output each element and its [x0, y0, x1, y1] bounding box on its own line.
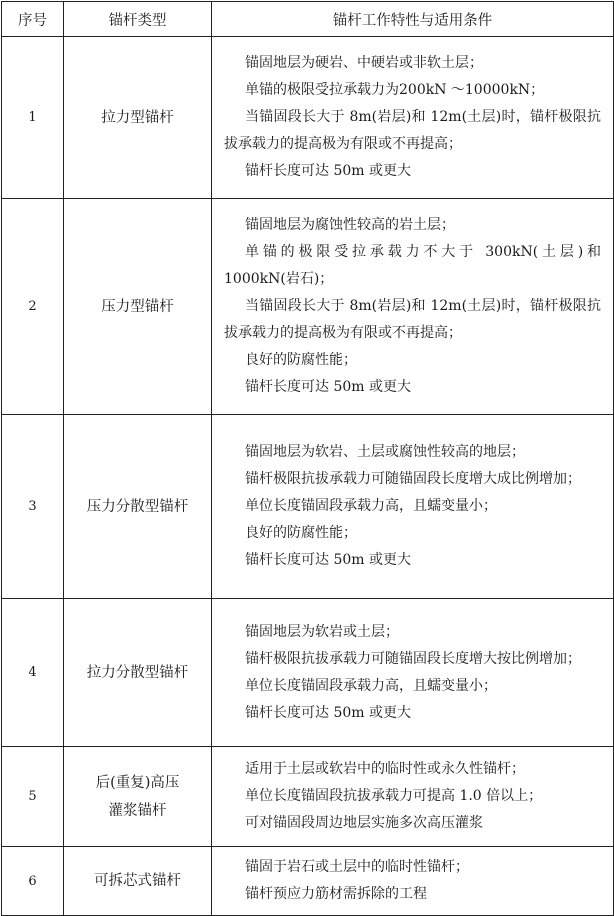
- row-conditions: [212, 747, 614, 847]
- row-index: 5: [2, 747, 64, 847]
- row-conditions: [212, 37, 614, 199]
- row-anchor-type: [64, 747, 212, 847]
- condition-item: 单位长度锚固段抗拔承载力可提高 1.0 倍以上；: [245, 788, 543, 804]
- header-index: 序号: [2, 2, 64, 37]
- anchor-type-line: 灌浆锚杆: [108, 802, 167, 819]
- anchor-type-line: 后(重复)高压: [95, 774, 180, 791]
- table-row: [2, 599, 614, 747]
- table-row: [2, 747, 614, 847]
- condition-item: 锚杆长度可达 50m 或更大: [245, 552, 411, 568]
- condition-item: 适用于土层或软岩中的临时性或永久性锚杆；: [245, 761, 525, 777]
- condition-item: 锚固地层为硬岩、中硬岩或非软土层；: [245, 55, 483, 71]
- header-conditions: 锚杆工作特性与适用条件: [212, 2, 614, 37]
- condition-item: 锚固于岩石或土层中的临时性锚杆；: [245, 859, 469, 875]
- row-conditions: [212, 847, 614, 916]
- header-anchor-type: 锚杆类型: [64, 2, 212, 37]
- row-conditions: [212, 599, 614, 747]
- condition-item: 锚杆极限抗拔承载力可随锚固段长度增大按比例增加；: [245, 650, 581, 667]
- table-header-row: [2, 2, 614, 37]
- table-row: [2, 37, 614, 199]
- condition-item: 锚杆预应力筋材需拆除的工程: [245, 886, 427, 902]
- condition-item: 当锚固段长大于 8m(岩层)和 12m(土层)时，锚杆极限抗拔承载力的提高极为有限或不再提高；: [224, 109, 601, 152]
- row-anchor-type: 拉力型锚杆: [64, 37, 212, 199]
- row-index: 2: [2, 199, 64, 415]
- row-anchor-type: 可拆芯式锚杆: [64, 847, 212, 916]
- condition-item: 锚固地层为软岩、土层或腐蚀性较高的地层；: [245, 444, 525, 460]
- row-index: 1: [2, 37, 64, 199]
- condition-item: 单位长度锚固段承载力高，且蠕变量小；: [245, 498, 497, 514]
- anchor-types-table: [1, 1, 614, 916]
- row-conditions: [212, 199, 614, 415]
- table-row: [2, 415, 614, 599]
- row-anchor-type: 压力型锚杆: [64, 199, 212, 415]
- row-anchor-type: 拉力分散型锚杆: [64, 599, 212, 747]
- condition-item: 锚杆极限抗拔承载力可随锚固段长度增大成比例增加；: [245, 471, 581, 487]
- table-row: [2, 199, 614, 415]
- condition-item: 锚固地层为腐蚀性较高的岩土层；: [245, 217, 455, 233]
- row-index: 4: [2, 599, 64, 747]
- condition-item: 良好的防腐性能；: [245, 525, 357, 541]
- condition-item: 单锚的极限受拉承载力不大于 300kN(土层)和1000kN(岩石)；: [224, 244, 601, 287]
- condition-item: 锚杆长度可达 50m 或更大: [245, 163, 411, 179]
- condition-item: 可对锚固段周边地层实施多次高压灌浆: [245, 815, 483, 831]
- condition-item: 锚杆长度可达 50m 或更大: [245, 704, 411, 721]
- row-index: 6: [2, 847, 64, 916]
- condition-item: 当锚固段长大于 8m(岩层)和 12m(土层)时，锚杆极限抗拔承载力的提高极为有限或不再提高；: [224, 298, 601, 341]
- row-anchor-type: 压力分散型锚杆: [64, 415, 212, 599]
- row-index: 3: [2, 415, 64, 599]
- table-row: [2, 847, 614, 916]
- condition-item: 锚固地层为软岩或土层；: [245, 623, 399, 640]
- condition-item: 良好的防腐性能；: [245, 352, 357, 368]
- condition-item: 单锚的极限受拉承载力为200kN ～10000kN；: [245, 82, 545, 98]
- condition-item: 单位长度锚固段承载力高，且蠕变量小；: [245, 677, 497, 694]
- condition-item: 锚杆长度可达 50m 或更大: [245, 379, 411, 395]
- row-conditions: [212, 415, 614, 599]
